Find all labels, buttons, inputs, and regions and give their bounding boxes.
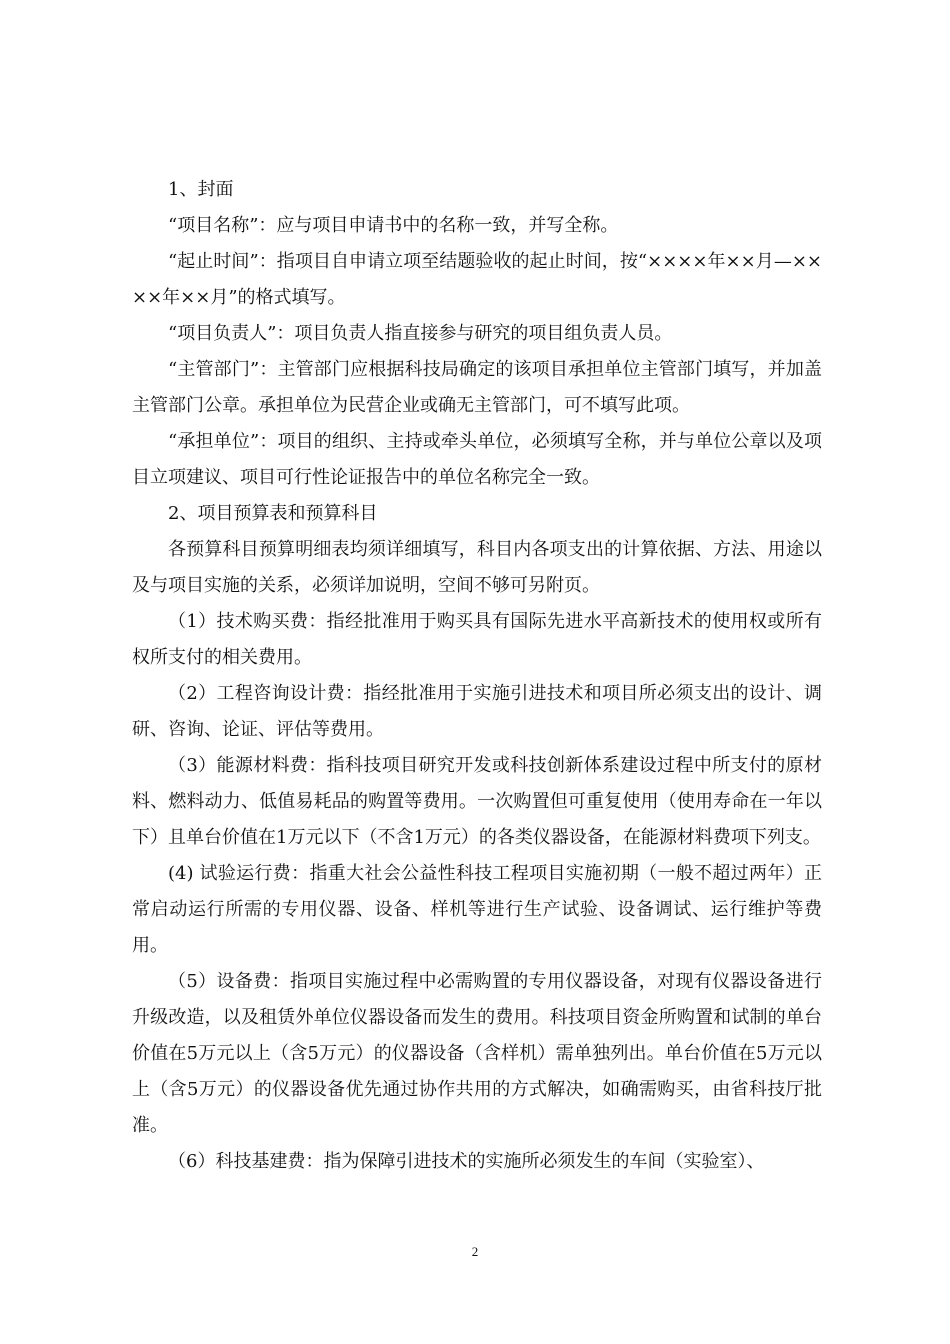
paragraph-start-end-time: “起止时间”：指项目自申请立项至结题验收的起止时间，按“××××年××月—××××年××月”的格式填写。 (132, 251, 822, 308)
paragraph-supervising-department: “主管部门”：主管部门应根据科技局确定的该项目承担单位主管部门填写，并加盖主管部门公章。承担单位为民营企业或确无主管部门，可不填写此项。 (132, 359, 822, 416)
paragraph-project-name: “项目名称”：应与项目申请书中的名称一致，并写全称。 (168, 215, 619, 236)
section-heading-cover: 1、封面 (168, 179, 234, 200)
document-body (132, 172, 822, 1180)
paragraph-budget-detail: 各预算科目预算明细表均须详细填写，科目内各项支出的计算依据、方法、用途以及与项目实施的关系，必须详加说明，空间不够可另附页。 (132, 539, 822, 596)
paragraph-equipment: （5）设备费：指项目实施过程中必需购置的专用仪器设备，对现有仪器设备进行升级改造，以及租赁外单位仪器设备而发生的费用。科技项目资金所购置和试制的单台价值在5万元以上（含5万元）的仪器设备（含样机）需单独列出。单台价值在5万元以上（含5万元）的仪器设备优先通过协作共用的方式解决，如确需购买，由省科技厅批准。 (132, 971, 822, 1136)
paragraph-infrastructure: （6）科技基建费：指为保障引进技术的实施所必须发生的车间（实验室）、 (168, 1151, 765, 1172)
paragraph-energy-materials: （3）能源材料费：指科技项目研究开发或科技创新体系建设过程中所支付的原材料、燃料动力、低值易耗品的购置等费用。一次购置但可重复使用（使用寿命在一年以下）且单台价值在1万元以下（不含1万元）的各类仪器设备，在能源材料费项下列支。 (132, 755, 822, 848)
section-heading-budget: 2、项目预算表和预算科目 (168, 503, 378, 524)
paragraph-technology-purchase: （1）技术购买费：指经批准用于购买具有国际先进水平高新技术的使用权或所有权所支付的相关费用。 (132, 611, 822, 668)
paragraph-trial-operation: (4) 试验运行费：指重大社会公益性科技工程项目实施初期（一般不超过两年）正常启动运行所需的专用仪器、设备、样机等进行生产试验、设备调试、运行维护等费用。 (132, 863, 822, 956)
paragraph-project-leader: “项目负责人”：项目负责人指直接参与研究的项目组负责人员。 (168, 323, 673, 344)
paragraph-undertaking-unit: “承担单位”：项目的组织、主持或牵头单位，必须填写全称，并与单位公章以及项目立项建议、项目可行性论证报告中的单位名称完全一致。 (132, 431, 822, 488)
page-number: 2 (471, 1244, 479, 1259)
paragraph-consulting-design: （2）工程咨询设计费：指经批准用于实施引进技术和项目所必须支出的设计、调研、咨询、论证、评估等费用。 (132, 683, 822, 740)
